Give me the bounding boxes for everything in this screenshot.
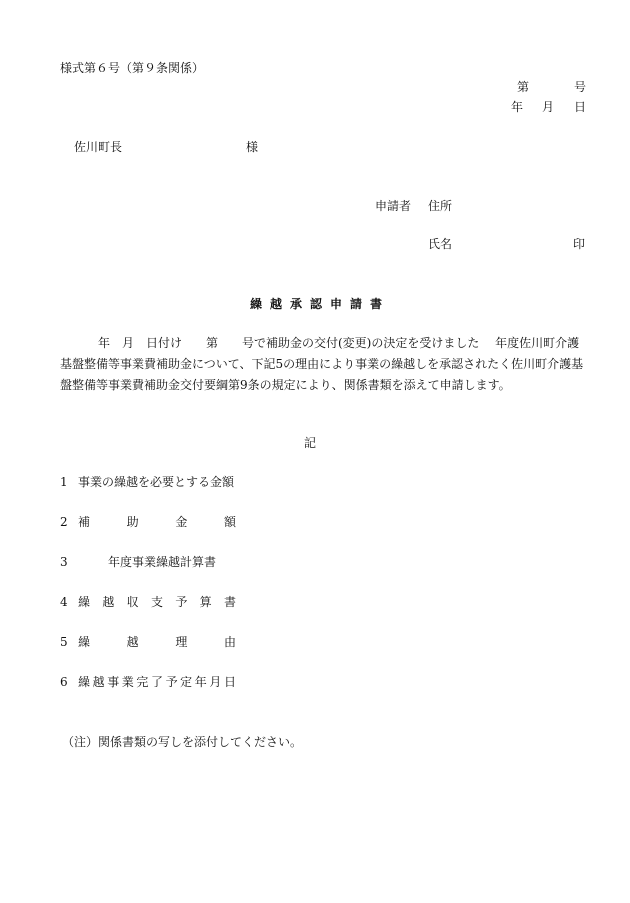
item-2-char: 額 xyxy=(223,515,236,529)
item-6-char: 完 xyxy=(136,675,149,689)
date-day: 日 xyxy=(574,100,587,114)
item-4-number: 4 xyxy=(60,595,68,609)
item-4-char: 予 xyxy=(175,595,188,609)
applicant-label: 申請者 xyxy=(375,199,412,213)
item-4-char: 書 xyxy=(223,595,236,609)
name-label: 氏名 xyxy=(428,237,453,251)
body-text: 年 月 日付け 第 号で補助金の交付(変更)の決定を受けました 年度佐川町介護基盤整備等事業費補助金について、下記5の理由により事業の繰越しを承認されたく佐川町介護基盤整備等事業費補助金交付要綱第9条の規定により、関係書類を添えて申請します。 xyxy=(60,336,584,392)
item-5-char: 繰 xyxy=(78,635,91,649)
addressee-honorific: 様 xyxy=(246,140,259,154)
item-6-char: 予 xyxy=(165,675,178,689)
item-6-char: 定 xyxy=(180,675,193,689)
item-5-char: 理 xyxy=(175,635,188,649)
item-6-char: 日 xyxy=(223,675,236,689)
item-6-char: 越 xyxy=(92,675,105,689)
ki-heading: 記 xyxy=(304,436,317,450)
item-4-label xyxy=(78,596,236,608)
item-4-char: 算 xyxy=(199,595,212,609)
item-2-char: 助 xyxy=(126,515,139,529)
date-month: 月 xyxy=(542,100,555,114)
item-4-char: 支 xyxy=(150,595,163,609)
item-6-char: 月 xyxy=(209,675,222,689)
item-6-number: 6 xyxy=(60,675,68,689)
item-1-number: 1 xyxy=(60,475,68,489)
item-2-char: 補 xyxy=(78,515,91,529)
item-4-char: 収 xyxy=(126,595,139,609)
number-suffix: 号 xyxy=(574,80,587,94)
item-5-number: 5 xyxy=(60,635,68,649)
item-5-label xyxy=(78,636,236,648)
item-6-char: 業 xyxy=(121,675,134,689)
footnote: （注）関係書類の写しを添付してください。 xyxy=(62,735,303,749)
form-label: 様式第６号（第９条関係） xyxy=(60,61,205,75)
item-4-char: 繰 xyxy=(78,595,91,609)
item-5-char: 由 xyxy=(223,635,236,649)
item-1-label: 事業の繰越を必要とする金額 xyxy=(78,475,235,489)
item-6-char: 繰 xyxy=(78,675,91,689)
item-2-label xyxy=(78,516,236,528)
item-3-label: 年度事業繰越計算書 xyxy=(108,555,217,569)
addressee-name: 佐川町長 xyxy=(74,140,123,154)
item-6-char: 事 xyxy=(107,675,120,689)
number-prefix: 第 xyxy=(517,80,530,94)
item-3-number: 3 xyxy=(60,555,68,569)
seal-mark: 印 xyxy=(573,237,586,251)
address-label: 住所 xyxy=(428,199,453,213)
item-5-char: 越 xyxy=(126,635,139,649)
body-paragraph xyxy=(60,333,588,396)
item-4-char: 越 xyxy=(102,595,115,609)
document-title: 繰越承認申請書 xyxy=(250,297,391,311)
item-6-char: 年 xyxy=(194,675,207,689)
item-2-char: 金 xyxy=(175,515,188,529)
date-year: 年 xyxy=(511,100,524,114)
item-2-number: 2 xyxy=(60,515,68,529)
item-6-label xyxy=(78,676,236,688)
item-6-char: 了 xyxy=(150,675,163,689)
